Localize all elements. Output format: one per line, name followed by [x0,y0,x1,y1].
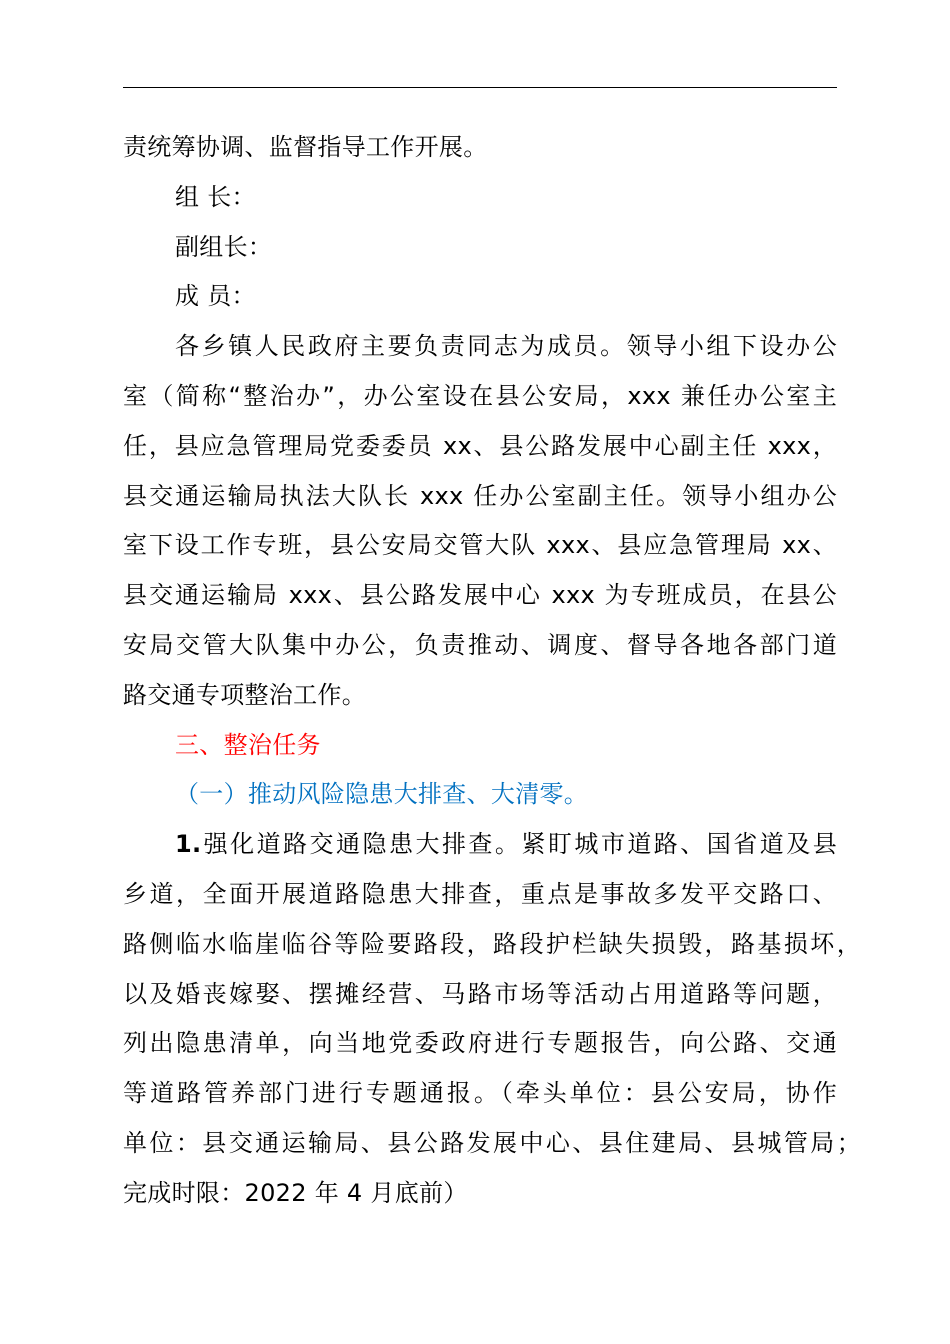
section-heading: 三、整治任务 [175,730,321,759]
paragraph-line: 以及婚丧嫁娶、摆摊经营、马路市场等活动占用道路等问题， [123,979,837,1008]
header-rule [123,87,837,88]
paragraph-line [123,820,837,870]
paragraph-line: 室下设工作专班，县公安局交管大队 xxx、县应急管理局 xx、 [123,531,837,560]
subsection-heading: （一）推动风险隐患大排查、大清零。 [175,780,589,809]
paragraph-line: 乡道，全面开展道路隐患大排查，重点是事故多发平交路口、 [123,879,837,908]
item-number: 1. [175,830,202,859]
paragraph-line: 列出隐患清单，向当地党委政府进行专题报告，向公路、交通 [123,1029,837,1058]
members-label: 成 员： [175,282,256,311]
document-body [123,123,863,1219]
paragraph-line: 室（简称“整治办”，办公室设在县公安局，xxx 兼任办公室主 [123,381,837,410]
paragraph-line: 责统筹协调、监督指导工作开展。 [123,133,488,161]
paragraph-line: 县交通运输局 xxx、县公路发展中心 xxx 为专班成员，在县公 [123,581,837,610]
paragraph-line: 路交通专项整治工作。 [123,680,366,709]
paragraph-line: 完成时限：2022 年 4 月底前） [123,1178,468,1207]
deputy-leader-label: 副组长： [175,232,273,261]
paragraph-line: 安局交管大队集中办公，负责推动、调度、督导各地各部门道 [123,630,837,659]
paragraph-line: 县交通运输局执法大队长 xxx 任办公室副主任。领导小组办公 [123,481,837,510]
paragraph-line: 单位：县交通运输局、县公路发展中心、县住建局、县城管局； [123,1128,861,1157]
paragraph-line: 路侧临水临崖临谷等险要路段，路段护栏缺失损毁，路基损坏， [123,929,861,958]
group-leader-label: 组 长： [175,182,256,211]
paragraph-line: 任，县应急管理局党委委员 xx、县公路发展中心副主任 xxx， [123,431,837,460]
paragraph-line: 各乡镇人民政府主要负责同志为成员。领导小组下设办公 [175,332,837,361]
item-text: 强化道路交通隐患大排查。紧盯城市道路、国省道及县 [201,830,837,859]
paragraph-line: 等道路管养部门进行专题通报。（牵头单位：县公安局，协作 [123,1079,837,1108]
